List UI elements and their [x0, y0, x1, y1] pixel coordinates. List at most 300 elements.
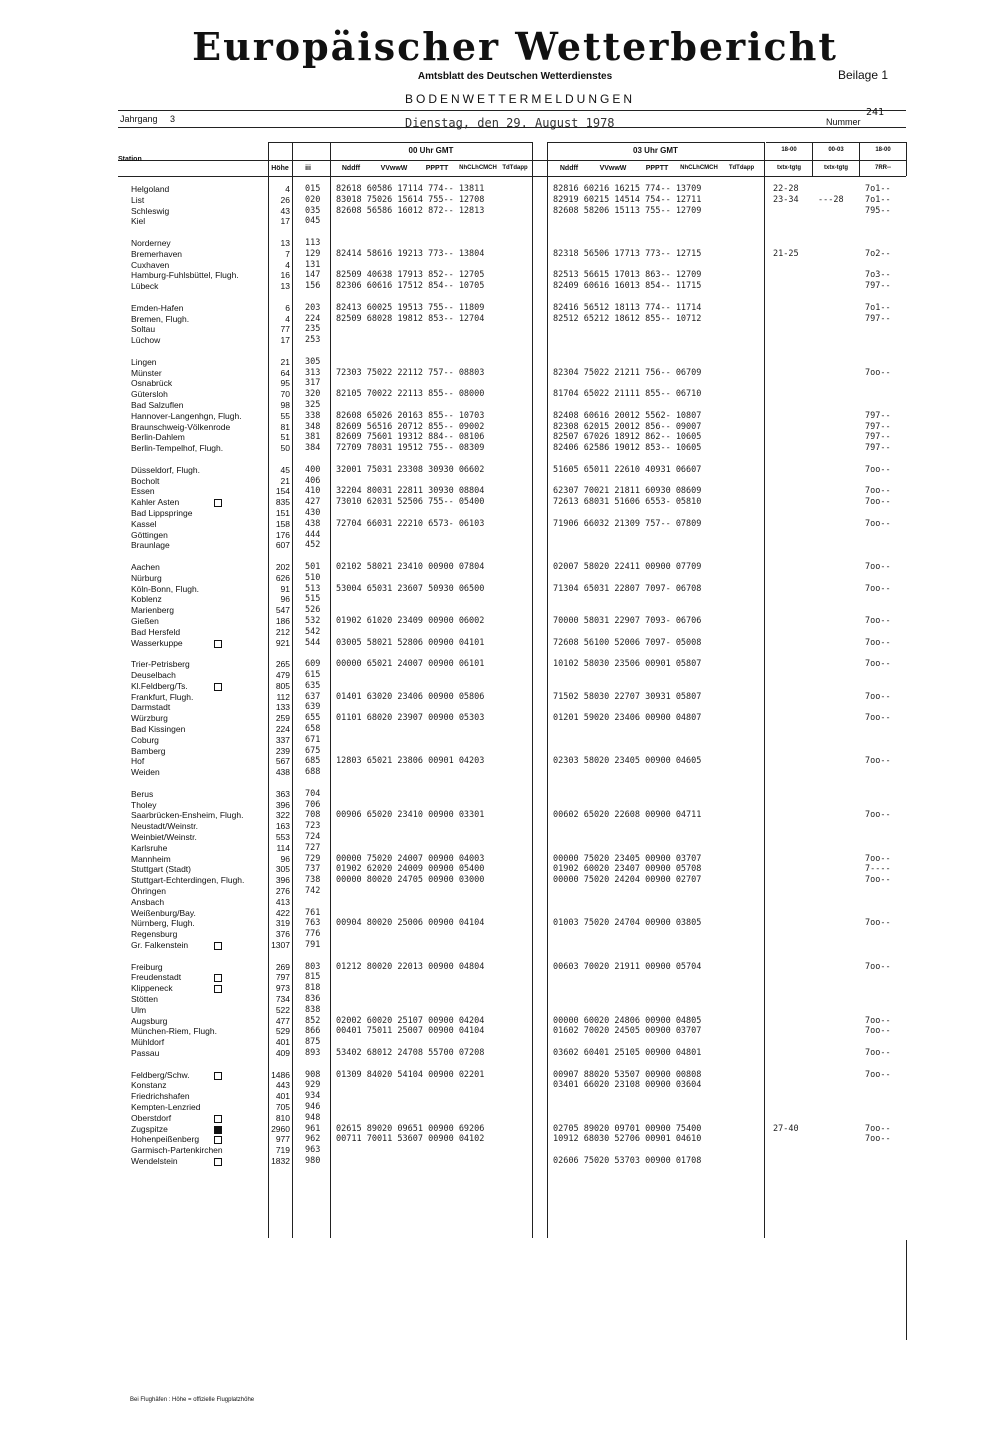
precip-group: 7oo-- [865, 562, 891, 572]
station-index: 961 [305, 1123, 321, 1134]
station-name: Karlsruhe [131, 842, 168, 853]
observation-00utc: 00000 80020 24705 00900 03000 [336, 875, 485, 886]
precip-group: 7oo-- [865, 713, 891, 724]
station-height: 55 [280, 410, 290, 421]
station-name: Hof [131, 756, 145, 767]
station-index: 609 [305, 659, 321, 670]
rule-r1-right [812, 142, 813, 176]
station-index: 156 [305, 281, 321, 292]
station-index: 875 [305, 1037, 321, 1048]
nummer-value: 241 [866, 107, 885, 118]
mountain-station-square-icon [214, 683, 222, 691]
station-name: Bad Kissingen [131, 724, 186, 734]
station-index: 727 [305, 842, 321, 853]
station-height: 810 [275, 1112, 290, 1123]
station-index: 515 [305, 594, 321, 605]
station-name: Braunlage [131, 540, 170, 551]
station-name: Osnabrück [131, 378, 173, 389]
col-g2-03: VVwwW [599, 165, 627, 172]
station-height: 6 [285, 302, 290, 313]
col-g3-00: PPPTT [425, 165, 449, 172]
station-index: 313 [305, 367, 321, 378]
observation-00utc: 00904 80020 25006 00900 04104 [336, 918, 485, 929]
rule-gmt03-right [764, 142, 765, 1238]
station-name: Konstanz [131, 1080, 167, 1091]
station-name: Göttingen [131, 529, 168, 540]
precip-group: 7oo-- [865, 756, 891, 767]
precip-group: 797-- [865, 432, 891, 443]
observation-00utc: 83018 75026 15614 755-- 12708 [336, 194, 485, 205]
station-height: 96 [280, 594, 290, 605]
station-name: Coburg [131, 734, 159, 745]
rule-gmt00-right [532, 142, 533, 1238]
station-height: 51 [280, 432, 290, 443]
station-height: 95 [280, 378, 290, 389]
station-index: 738 [305, 875, 321, 886]
station-name: Feldberg/Schw. [131, 1070, 273, 1081]
col-g4-03: NhCLhCMCH [680, 165, 718, 171]
station-name: Kl.Feldberg/Ts. [131, 681, 273, 692]
station-height: 176 [275, 529, 290, 540]
station-index: 338 [305, 410, 321, 421]
station-height: 64 [280, 367, 290, 378]
observation-00utc: 72709 78031 19512 755-- 08309 [336, 443, 485, 454]
precip-group: 795-- [865, 205, 891, 216]
station-height: 443 [275, 1080, 290, 1091]
station-height: 396 [275, 799, 290, 810]
station-name: Hamburg-Fuhlsbüttel, Flugh. [131, 270, 239, 281]
station-height: 91 [280, 583, 290, 594]
station-height: 805 [275, 680, 290, 691]
station-name: Ulm [131, 1004, 147, 1015]
station-height: 43 [280, 205, 290, 216]
precip-group: 7oo-- [865, 497, 891, 508]
station-name: Hohenpeißenberg [131, 1134, 273, 1145]
observation-03utc: 00602 65020 22608 00900 04711 [553, 810, 702, 821]
col-hohe: Höhe [271, 165, 289, 172]
station-index: 761 [305, 907, 321, 918]
station-height: 45 [280, 464, 290, 475]
station-index: 980 [305, 1156, 321, 1166]
station-index: 655 [305, 713, 321, 724]
station-height: 319 [275, 918, 290, 929]
precip-group: 797-- [865, 421, 891, 432]
header-rule-top [118, 110, 906, 111]
station-name: Helgoland [131, 184, 170, 194]
station-height: 479 [275, 670, 290, 680]
jahrgang-label: Jahrgang [120, 114, 158, 124]
station-height: 26 [280, 194, 290, 205]
observation-03utc: 00000 75020 23405 00900 03707 [553, 853, 702, 864]
station-height: 607 [275, 540, 290, 551]
station-name: Kassel [131, 518, 157, 529]
observation-00utc: 82618 60586 17114 774-- 13811 [336, 184, 485, 194]
observation-03utc: 82318 56506 17713 773-- 12715 [553, 248, 702, 259]
station-index: 544 [305, 637, 321, 648]
station-name: Gießen [131, 616, 159, 626]
mountain-station-square-icon [214, 1126, 222, 1134]
station-name: List [131, 194, 145, 205]
observation-00utc: 01212 80020 22013 00900 04804 [336, 961, 485, 972]
col-gmt00: 00 Uhr GMT [408, 146, 454, 155]
station-index: 235 [305, 324, 321, 335]
observation-03utc: 81704 65022 21111 855-- 06710 [553, 389, 702, 400]
station-name: Aachen [131, 562, 160, 572]
station-name: Darmstadt [131, 702, 171, 713]
station-height: 13 [280, 238, 290, 248]
precip-group: 797-- [865, 410, 891, 421]
observation-03utc: 62307 70021 21811 60930 08609 [553, 486, 702, 497]
observation-03utc: 70000 58031 22907 7093- 06706 [553, 616, 702, 626]
precip-group: 7o2-- [865, 248, 891, 259]
station-index: 929 [305, 1080, 321, 1091]
station-name: Gütersloh [131, 389, 168, 400]
station-height: 553 [275, 832, 290, 842]
station-index: 908 [305, 1069, 321, 1080]
station-index: 410 [305, 486, 321, 497]
precip-group: 7oo-- [865, 1123, 891, 1134]
station-name: Ansbach [131, 896, 165, 907]
station-index: 131 [305, 259, 321, 270]
station-height: 77 [280, 324, 290, 335]
station-height: 363 [275, 788, 290, 799]
station-index: 639 [305, 702, 321, 713]
station-index: 675 [305, 745, 321, 756]
observation-03utc: 82512 65212 18612 855-- 10712 [553, 313, 702, 324]
station-index: 444 [305, 529, 321, 540]
station-name: Mühldorf [131, 1037, 165, 1048]
station-height: 2960 [271, 1123, 290, 1134]
station-index: 320 [305, 389, 321, 400]
station-height: 114 [276, 842, 290, 853]
observation-03utc: 82513 56615 17013 863-- 12709 [553, 270, 702, 281]
observation-00utc: 01902 62020 24009 00900 05400 [336, 864, 485, 875]
station-height: 133 [275, 702, 290, 713]
station-height: 259 [275, 713, 290, 724]
observation-00utc: 72704 66031 22210 6573- 06103 [336, 518, 485, 529]
station-index: 724 [305, 832, 321, 842]
station-name: Essen [131, 486, 155, 497]
precip-group: 7oo-- [865, 691, 891, 702]
station-index: 688 [305, 767, 321, 778]
station-index: 615 [305, 670, 321, 680]
station-height: 1307 [271, 940, 290, 950]
station-height: 158 [275, 518, 290, 529]
observation-00utc: 02102 58021 23410 00900 07804 [336, 562, 485, 572]
station-index: 866 [305, 1026, 321, 1037]
col-r2-sub: txtx-tgtg [824, 165, 848, 171]
col-g1-03: Nddff [559, 165, 579, 172]
observation-00utc: 00711 70011 53607 00900 04102 [336, 1134, 485, 1145]
rule-hohe-right [292, 142, 293, 1238]
col-r1-sub: txtx-tgtg [777, 165, 801, 171]
station-index: 637 [305, 691, 321, 702]
station-name: Gr. Falkenstein [131, 940, 273, 951]
beilage-label: Beilage 1 [838, 68, 889, 82]
station-name: Mannheim [131, 853, 171, 864]
page-subtitle: Amtsblatt des Deutschen Wetterdienstes [417, 71, 613, 82]
col-gmt03: 03 Uhr GMT [633, 146, 678, 155]
station-index: 776 [305, 929, 321, 940]
rule-gmt03-left [547, 142, 548, 1238]
station-name: Kempten-Lenzried [131, 1102, 201, 1112]
station-height: 977 [275, 1134, 290, 1145]
observation-00utc: 53402 68012 24708 55700 07208 [336, 1048, 485, 1058]
station-height: 376 [275, 929, 290, 940]
station-name: Deuselbach [131, 670, 176, 680]
jahrgang-value: 3 [170, 114, 176, 124]
station-name: Bremerhaven [131, 248, 183, 259]
precip-group: 7oo-- [865, 1015, 891, 1026]
observation-03utc: 51605 65011 22610 40931 06607 [553, 464, 702, 475]
station-name: Bad Salzuflen [131, 400, 184, 410]
station-height: 4 [285, 313, 290, 324]
precip-group: 7oo-- [865, 1134, 891, 1145]
station-height: 239 [275, 745, 290, 756]
station-height: 7 [285, 248, 290, 259]
station-index: 963 [305, 1145, 321, 1156]
station-height: 401 [275, 1037, 290, 1048]
precip-group: 7oo-- [865, 583, 891, 594]
rule-bottom-right [906, 1240, 907, 1340]
station-name: Bamberg [131, 745, 166, 756]
station-name: Braunschweig-Völkenrode [131, 421, 231, 432]
station-index: 129 [305, 248, 321, 259]
station-index: 708 [305, 810, 321, 821]
station-name: Kiel [131, 216, 146, 227]
temp-range-00-03: ---28 [818, 194, 844, 205]
temp-range-18-00: 22-28 [773, 184, 799, 194]
col-r3: 18-00 [875, 147, 891, 153]
station-name: Emden-Hafen [131, 302, 184, 313]
observation-00utc: 32204 80031 22811 30930 08804 [336, 486, 485, 497]
observation-00utc: 32001 75031 23308 30930 06602 [336, 464, 485, 475]
station-index: 113 [305, 238, 321, 248]
station-index: 542 [305, 626, 321, 637]
station-height: 626 [275, 572, 290, 583]
station-height: 734 [275, 994, 290, 1004]
observation-03utc: 71304 65031 22807 7097- 06708 [553, 583, 702, 594]
station-index: 452 [305, 540, 321, 551]
precip-group: 7oo-- [865, 810, 891, 821]
station-name: Marienberg [131, 605, 174, 616]
observation-03utc: 02705 89020 09701 00900 75400 [553, 1123, 702, 1134]
station-height: 21 [280, 356, 290, 367]
station-index: 035 [305, 205, 321, 216]
station-index: 948 [305, 1112, 321, 1123]
station-name: Nürnberg, Flugh. [131, 918, 195, 929]
station-height: 719 [275, 1145, 290, 1156]
station-name: Garmisch-Partenkirchen [131, 1145, 223, 1156]
station-name: Augsburg [131, 1015, 168, 1026]
precip-group: 797-- [865, 281, 891, 292]
observation-00utc: 82105 70022 22113 855-- 08000 [336, 389, 485, 400]
observation-03utc: 01602 70020 24505 00900 03707 [553, 1026, 702, 1037]
station-name: Münster [131, 367, 162, 378]
station-height: 322 [275, 810, 290, 821]
station-height: 477 [275, 1015, 290, 1026]
observation-00utc: 82509 68028 19812 853-- 12704 [336, 313, 485, 324]
precip-group: 7oo-- [865, 659, 891, 670]
observation-03utc: 01902 60020 23407 00900 05708 [553, 864, 702, 875]
precip-group: 7oo-- [865, 961, 891, 972]
station-name: Friedrichshafen [131, 1091, 190, 1102]
observation-03utc: 82408 60616 20012 5562- 10807 [553, 410, 702, 421]
station-index: 427 [305, 497, 321, 508]
footnote: Bei Flughäfen : Höhe = offizielle Flugplatzhöhe [130, 1397, 255, 1403]
station-height: 163 [275, 821, 290, 832]
station-index: 513 [305, 583, 321, 594]
station-height: 835 [275, 497, 290, 508]
station-name: Regensburg [131, 929, 178, 940]
station-index: 381 [305, 432, 321, 443]
precip-group: 7oo-- [865, 853, 891, 864]
station-height: 81 [280, 421, 290, 432]
mountain-station-square-icon [214, 985, 222, 993]
precip-group: 7o1-- [865, 302, 891, 313]
observation-00utc: 82609 56516 20712 855-- 09002 [336, 421, 485, 432]
station-name: Berlin-Tempelhof, Flugh. [131, 443, 224, 454]
precip-group: 7oo-- [865, 918, 891, 929]
station-height: 269 [275, 961, 290, 972]
observation-03utc: 82308 62015 20012 856-- 09007 [553, 421, 702, 432]
mountain-station-square-icon [214, 1072, 222, 1080]
mountain-station-square-icon [214, 640, 222, 648]
station-height: 529 [275, 1026, 290, 1037]
station-name: Köln-Bonn, Flugh. [131, 583, 200, 594]
station-height: 13 [280, 281, 290, 292]
station-height: 305 [275, 864, 290, 875]
station-height: 16 [280, 270, 290, 281]
observation-03utc: 72608 56100 52006 7097- 05008 [553, 637, 702, 648]
precip-group: 797-- [865, 443, 891, 454]
station-index: 406 [305, 475, 321, 486]
station-name: Lübeck [131, 281, 159, 292]
station-index: 836 [305, 994, 321, 1004]
precip-group: 7oo-- [865, 464, 891, 475]
observation-00utc: 01401 63020 23406 00900 05806 [336, 691, 485, 702]
observation-03utc: 03602 60401 25105 00900 04801 [553, 1048, 702, 1058]
station-name: Nürburg [131, 572, 162, 583]
station-height: 705 [275, 1102, 290, 1112]
observation-00utc: 00000 65021 24007 00900 06101 [336, 659, 485, 670]
station-name: Stötten [131, 994, 158, 1004]
rule-gmt00-left [330, 142, 331, 1238]
station-index: 317 [305, 378, 321, 389]
mountain-station-square-icon [214, 1158, 222, 1166]
station-height: 186 [275, 616, 290, 626]
station-name: Bremen, Flugh. [131, 313, 190, 324]
observation-00utc: 82608 56586 16012 872-- 12813 [336, 205, 485, 216]
precip-group: 7oo-- [865, 367, 891, 378]
station-height: 70 [280, 389, 290, 400]
observation-00utc: 82413 60025 19513 755-- 11809 [336, 302, 485, 313]
report-date: Dienstag, den 29. August 1978 [405, 116, 615, 130]
col-g1-00: Nddff [341, 165, 361, 172]
station-index: 510 [305, 572, 321, 583]
mountain-station-square-icon [214, 1115, 222, 1123]
station-index: 438 [305, 518, 321, 529]
observation-00utc: 03005 58021 52806 00900 04101 [336, 637, 485, 648]
observation-03utc: 82608 58206 15113 755-- 12709 [553, 205, 702, 216]
station-height: 797 [275, 972, 290, 983]
station-height: 154 [275, 486, 290, 497]
station-name: Norderney [131, 238, 171, 248]
station-height: 438 [275, 767, 290, 778]
precip-group: 7oo-- [865, 616, 891, 626]
observation-00utc: 53004 65031 23607 50930 06500 [336, 583, 485, 594]
station-name: Zugspitze [131, 1124, 273, 1135]
temp-range-18-00: 23-34 [773, 194, 799, 205]
mountain-station-square-icon [214, 974, 222, 982]
col-iii: iii [305, 165, 311, 172]
precip-group: 7oo-- [865, 637, 891, 648]
station-index: 400 [305, 464, 321, 475]
station-height: 567 [275, 756, 290, 767]
station-name: Saarbrücken-Ensheim, Flugh. [131, 810, 244, 821]
observation-00utc: 01309 84020 54104 00900 02201 [336, 1069, 485, 1080]
station-index: 020 [305, 194, 321, 205]
station-height: 921 [275, 637, 290, 648]
station-height: 413 [275, 896, 290, 907]
station-name: Düsseldorf, Flugh. [131, 464, 200, 475]
station-height: 522 [275, 1004, 290, 1015]
station-name: Soltau [131, 324, 156, 335]
station-height: 4 [285, 259, 290, 270]
station-height: 276 [275, 886, 290, 896]
station-height: 50 [280, 443, 290, 454]
station-index: 962 [305, 1134, 321, 1145]
station-name: Würzburg [131, 713, 168, 724]
station-height: 17 [280, 335, 290, 346]
station-height: 17 [280, 216, 290, 227]
observation-00utc: 82414 58616 19213 773-- 13804 [336, 248, 485, 259]
station-index: 671 [305, 734, 321, 745]
observation-00utc: 02002 60020 25107 00900 04204 [336, 1015, 485, 1026]
station-index: 305 [305, 356, 321, 367]
observation-03utc: 00000 75020 24204 00900 02707 [553, 875, 702, 886]
precip-group: 7oo-- [865, 1048, 891, 1058]
station-height: 98 [280, 400, 290, 410]
observation-03utc: 02606 75020 53703 00900 01708 [553, 1156, 702, 1166]
station-name: Klippeneck [131, 983, 273, 994]
observation-03utc: 00603 70020 21911 00900 05704 [553, 961, 702, 972]
station-height: 112 [276, 691, 290, 702]
observation-00utc: 12803 65021 23806 00901 04203 [336, 756, 485, 767]
station-index: 224 [305, 313, 321, 324]
observation-00utc: 01101 68020 23907 00900 05303 [336, 713, 485, 724]
observation-03utc: 72613 68031 51606 6553- 05810 [553, 497, 702, 508]
mountain-station-square-icon [214, 942, 222, 950]
observation-00utc: 00000 75020 24007 00900 04003 [336, 853, 485, 864]
station-index: 852 [305, 1015, 321, 1026]
observation-03utc: 01201 59020 23406 00900 04807 [553, 713, 702, 724]
station-name: Trier-Petrisberg [131, 659, 190, 670]
observation-03utc: 71502 58030 22707 30931 05807 [553, 691, 702, 702]
station-index: 742 [305, 886, 321, 896]
station-index: 704 [305, 788, 321, 799]
station-name: Bad Lippspringe [131, 508, 193, 518]
station-name: Stuttgart-Echterdingen, Flugh. [131, 875, 245, 886]
station-index: 203 [305, 302, 321, 313]
station-height: 401 [275, 1091, 290, 1102]
station-height: 96 [280, 853, 290, 864]
rule-r3-right [906, 142, 907, 176]
col-g2-00: VVwwW [380, 165, 408, 172]
col-r3-sub: 7RR-- [875, 165, 891, 171]
station-index: 348 [305, 421, 321, 432]
col-r2: 00-03 [828, 147, 844, 153]
